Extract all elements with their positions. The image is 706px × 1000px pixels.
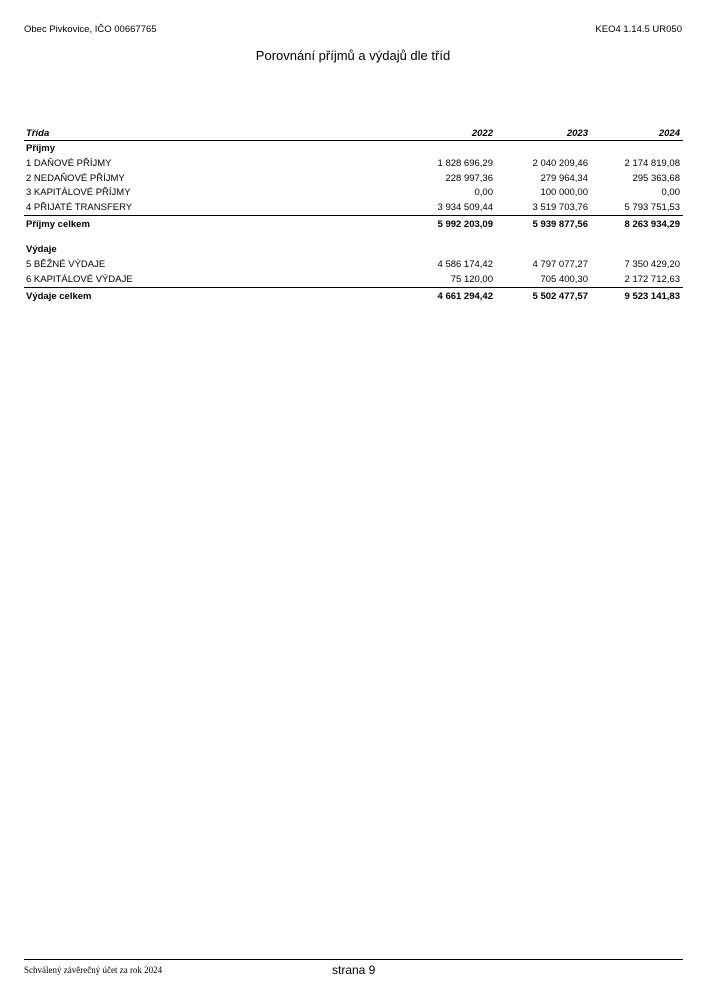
footer-divider	[24, 959, 683, 960]
column-header-2023: 2023	[566, 128, 588, 139]
table-row	[24, 273, 683, 288]
table-row	[24, 201, 683, 216]
value-2023: 3 519 703,76	[532, 201, 588, 213]
organization-name: Obec Pivkovice, IČO 00667765	[24, 24, 157, 35]
value-2024: 2 174 819,08	[624, 158, 680, 169]
row-label: 5 BĚŽNÉ VÝDAJE	[26, 259, 106, 270]
table-row	[24, 172, 683, 187]
section-heading-expenses	[24, 242, 683, 258]
value-2024: 2 172 712,63	[624, 273, 680, 285]
total-label: Výdaje celkem	[26, 291, 92, 302]
value-2022: 0,00	[474, 187, 493, 198]
total-2023: 5 502 477,57	[532, 291, 588, 302]
section-label: Příjmy	[26, 143, 56, 154]
value-2024: 5 793 751,53	[624, 201, 680, 213]
section-label: Výdaje	[26, 244, 57, 255]
row-label: 1 DAŇOVÉ PŘÍJMY	[26, 158, 112, 169]
value-2024: 295 363,68	[632, 172, 680, 184]
column-header-2022: 2022	[471, 128, 493, 139]
table-header-row	[24, 128, 683, 141]
document-name: Schválený závěrečný účet za rok 2024	[24, 965, 163, 975]
income-total-row	[24, 215, 683, 232]
comparison-table	[24, 128, 683, 304]
value-2022: 3 934 509,44	[437, 201, 493, 213]
value-2024: 0,00	[661, 187, 680, 198]
value-2022: 4 586 174,42	[437, 259, 493, 270]
total-2022: 5 992 203,09	[437, 219, 493, 230]
value-2022: 228 997,36	[445, 172, 493, 184]
section-heading-income	[24, 141, 683, 157]
page-title: Porovnání příjmů a výdajů dle tříd	[255, 48, 451, 63]
section-spacer	[24, 232, 683, 242]
value-2022: 1 828 696,29	[437, 158, 493, 169]
expenses-total-row	[24, 287, 683, 304]
table-row	[24, 157, 683, 172]
value-2023: 279 964,34	[540, 172, 588, 184]
row-label: 3 KAPITÁLOVÉ PŘÍJMY	[26, 187, 131, 198]
page-number: strana 9	[332, 963, 376, 977]
row-label: 4 PŘIJATÉ TRANSFERY	[26, 201, 133, 213]
report-code: KEO4 1.14.5 UR050	[595, 24, 682, 35]
column-header-class: Třída	[26, 128, 50, 139]
value-2023: 4 797 077,27	[532, 259, 588, 270]
table-row	[24, 258, 683, 273]
value-2024: 7 350 429,20	[624, 259, 680, 270]
value-2023: 2 040 209,46	[532, 158, 588, 169]
row-label: 6 KAPITÁLOVÉ VÝDAJE	[26, 273, 133, 285]
row-label: 2 NEDAŇOVÉ PŘÍJMY	[26, 172, 125, 184]
column-header-2024: 2024	[658, 128, 680, 139]
total-2024: 9 523 141,83	[624, 291, 680, 302]
value-2022: 75 120,00	[450, 273, 493, 285]
total-2022: 4 661 294,42	[437, 291, 493, 302]
total-2024: 8 263 934,29	[624, 219, 680, 230]
table-row	[24, 186, 683, 201]
total-label: Příjmy celkem	[26, 219, 90, 230]
value-2023: 100 000,00	[540, 187, 588, 198]
total-2023: 5 939 877,56	[532, 219, 588, 230]
value-2023: 705 400,30	[540, 273, 588, 285]
